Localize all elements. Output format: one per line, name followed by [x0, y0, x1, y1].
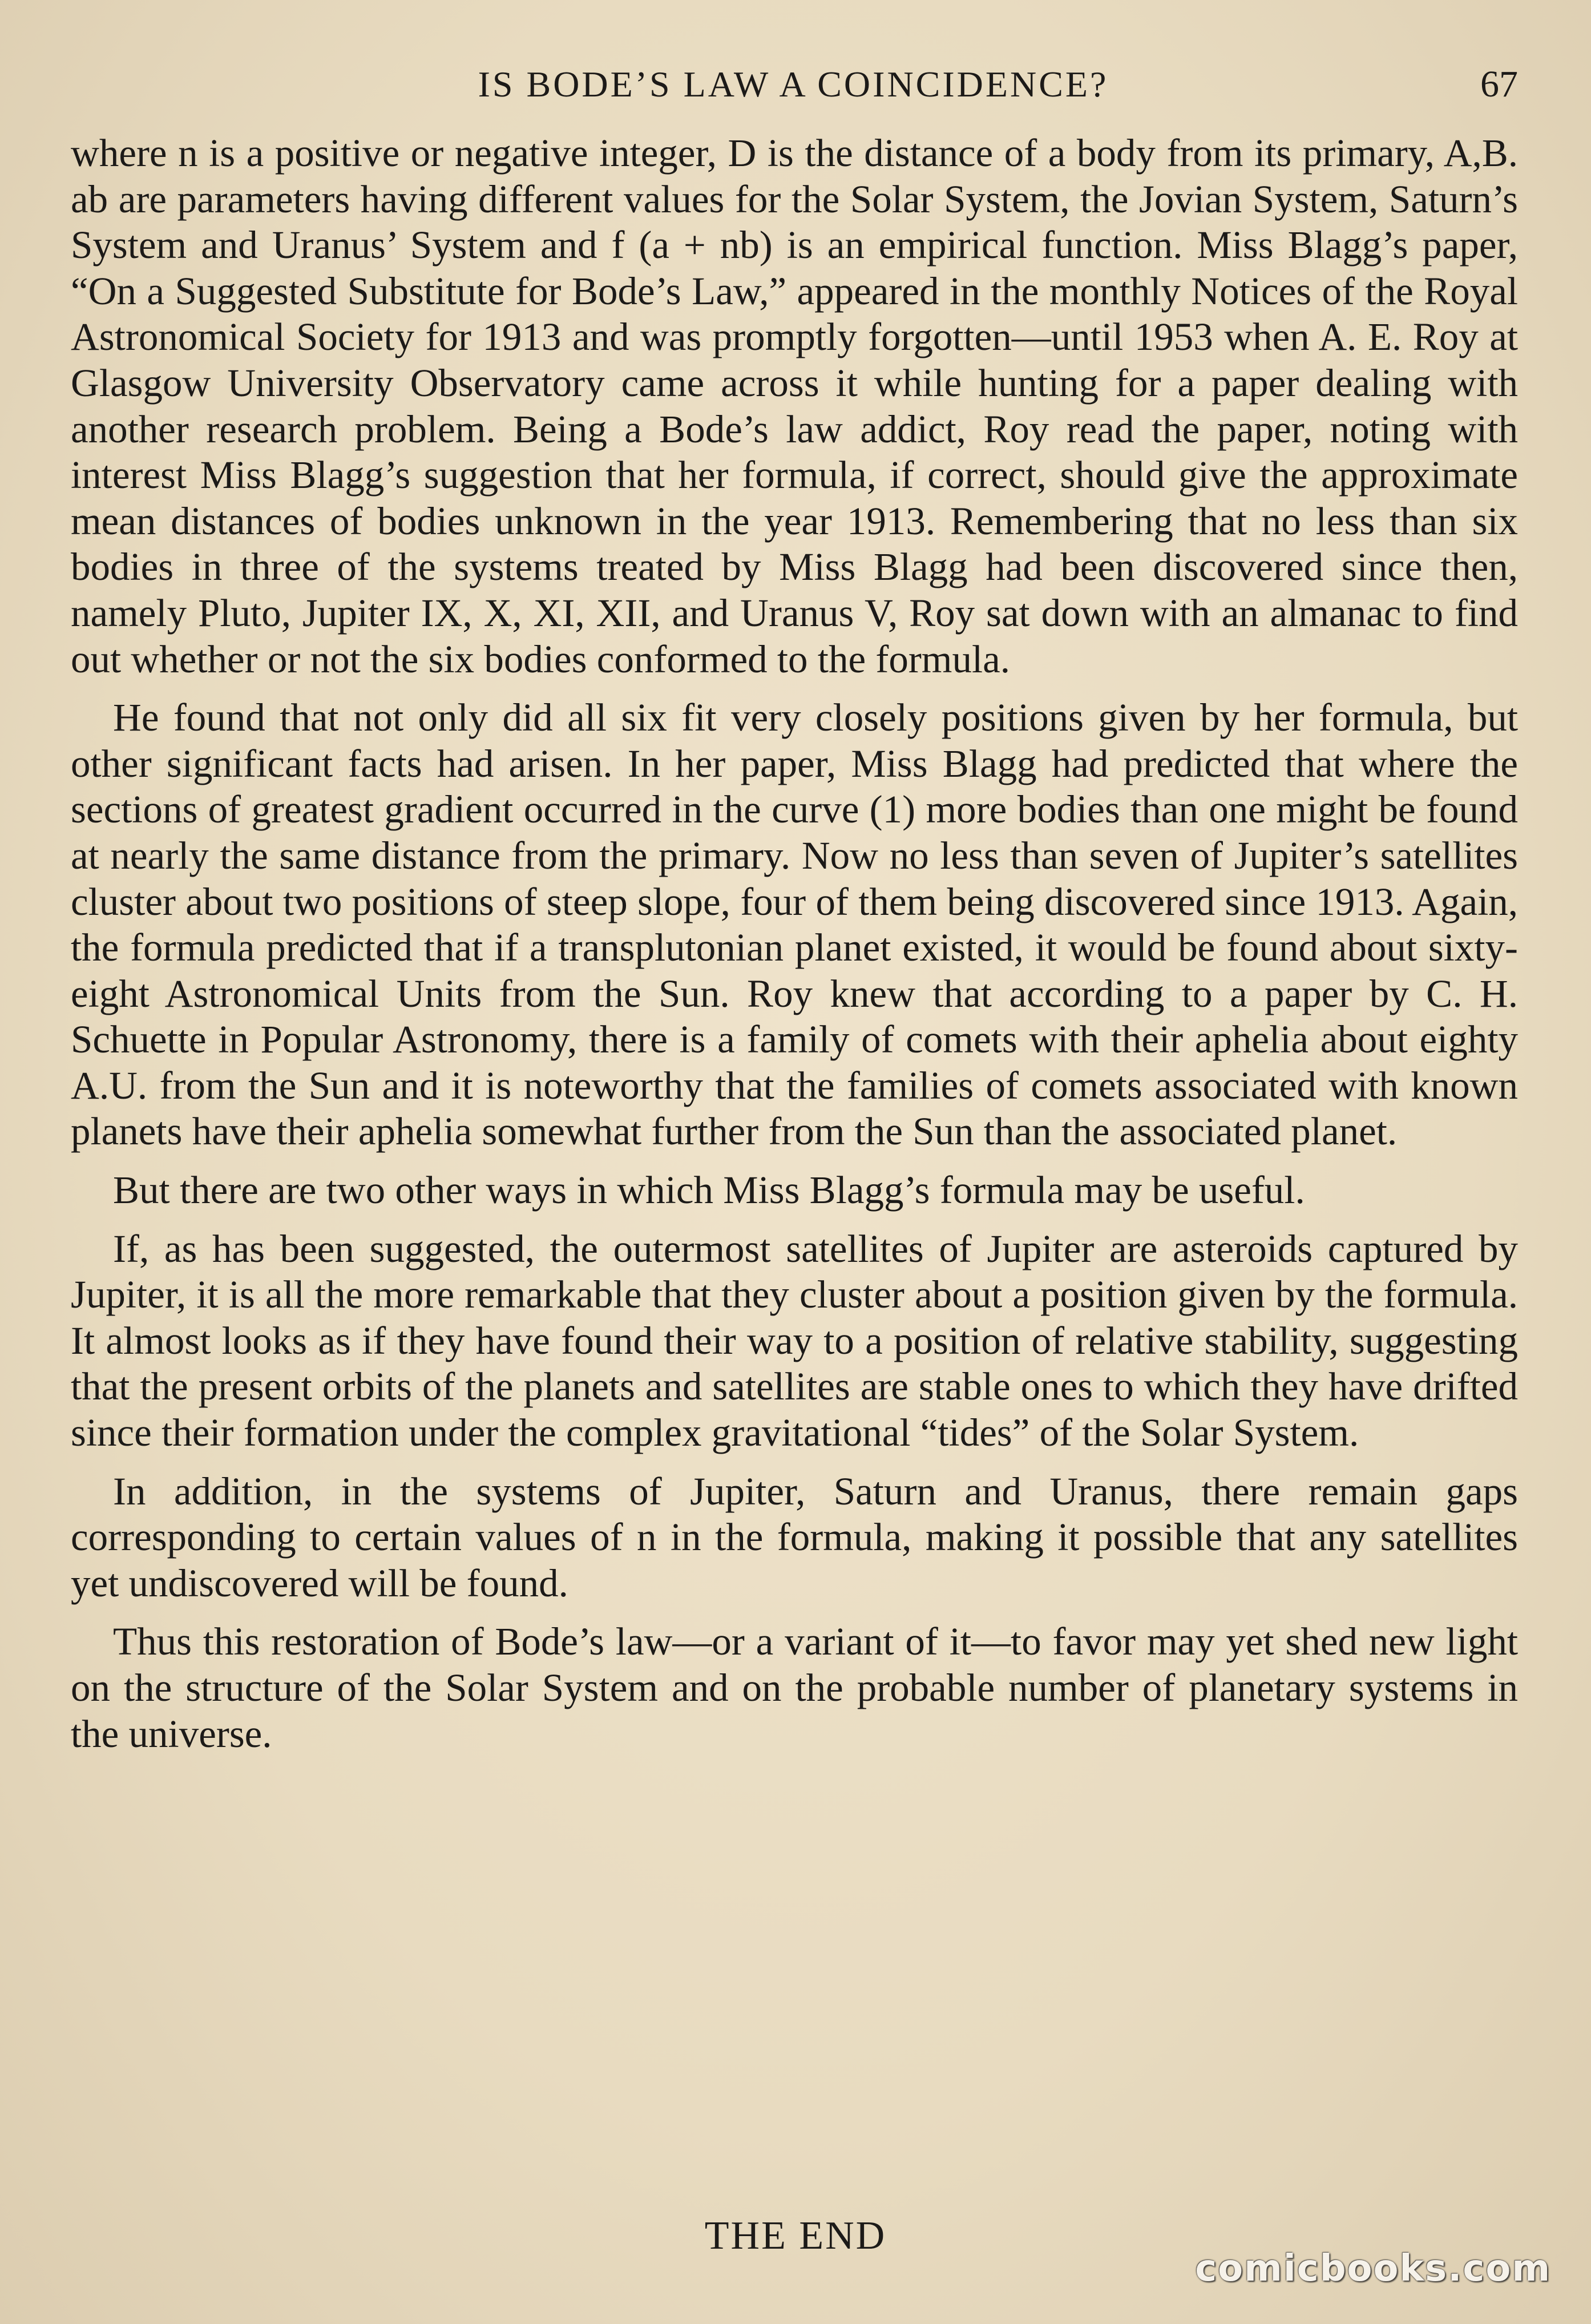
paragraph: If, as has been suggested, the outermost satellites of Jupiter are asteroids captured by Jupiter, it is all the more remarkable that they cluster about a position given by the formula. It almost looks as if they have found their way to a position of relative stability, suggesting that the present orbits of the planets and satellites are stable ones to which they have drifted since their formation under the complex gravitational “tides” of the Solar System.: [71, 1226, 1518, 1455]
running-head: IS BODE’S LAW A COINCIDENCE?: [478, 64, 1109, 104]
site-watermark: comicbooks.com: [1195, 2248, 1551, 2290]
paragraph: where n is a positive or negative integer, D is the distance of a body from its primary, A,B. ab are parameters having different values for the Solar System, the Jovian System, Saturn’s System and Uranus’ System and f (a + nb) is an empirical function. Miss Blagg’s paper, “On a Suggested Substitute for Bode’s Law,” appeared in the monthly Notices of the Royal Astronomical Society for 1913 and was promptly forgotten—until 1953 when A. E. Roy at Glasgow University Observatory came across it while hunting for a paper dealing with another research problem. Being a Bode’s law addict, Roy read the paper, noting with interest Miss Blagg’s suggestion that her formula, if correct, should give the approximate mean distances of bodies unknown in the year 1913. Remembering that no less than six bodies in three of the systems treated by Miss Blagg had been discovered since then, namely Pluto, Jupiter IX, X, XI, XII, and Uranus V, Roy sat down with an almanac to find out whether or not the six bodies conformed to the formula.: [71, 131, 1518, 681]
page-number: 67: [1480, 63, 1518, 105]
paragraph: In addition, in the systems of Jupiter, Saturn and Uranus, there remain gaps corresponding to certain values of n in the formula, making it possible that any satellites yet undiscovered will be found.: [71, 1469, 1518, 1605]
paragraph: He found that not only did all six fit very closely positions given by her formula, but other significant facts had arisen. In her paper, Miss Blagg had predicted that where the sections of greatest gradient occurred in the curve (1) more bodies than one might be found at nearly the same distance from the primary. Now no less than seven of Jupiter’s satellites cluster about two positions of steep slope, four of them being discovered since 1913. Again, the formula predicted that if a transplutonian planet existed, it would be found about sixty-eight Astronomical Units from the Sun. Roy knew that according to a paper by C. H. Schuette in Popular Astronomy, there is a family of comets with their aphelia about eighty A.U. from the Sun and it is noteworthy that the families of comets associated with known planets have their aphelia somewhat further from the Sun than the associated planet.: [71, 696, 1518, 1153]
paragraph: Thus this restoration of Bode’s law—or a variant of it—to favor may yet shed new light on the structure of the Solar System and on the probable number of planetary systems in the universe.: [71, 1620, 1518, 1756]
page-header: [68, 57, 1518, 111]
paragraph: But there are two other ways in which Miss Blagg’s formula may be useful.: [113, 1168, 1305, 1212]
the-end-text: THE END: [704, 2214, 887, 2258]
body-text: [71, 130, 1518, 1769]
